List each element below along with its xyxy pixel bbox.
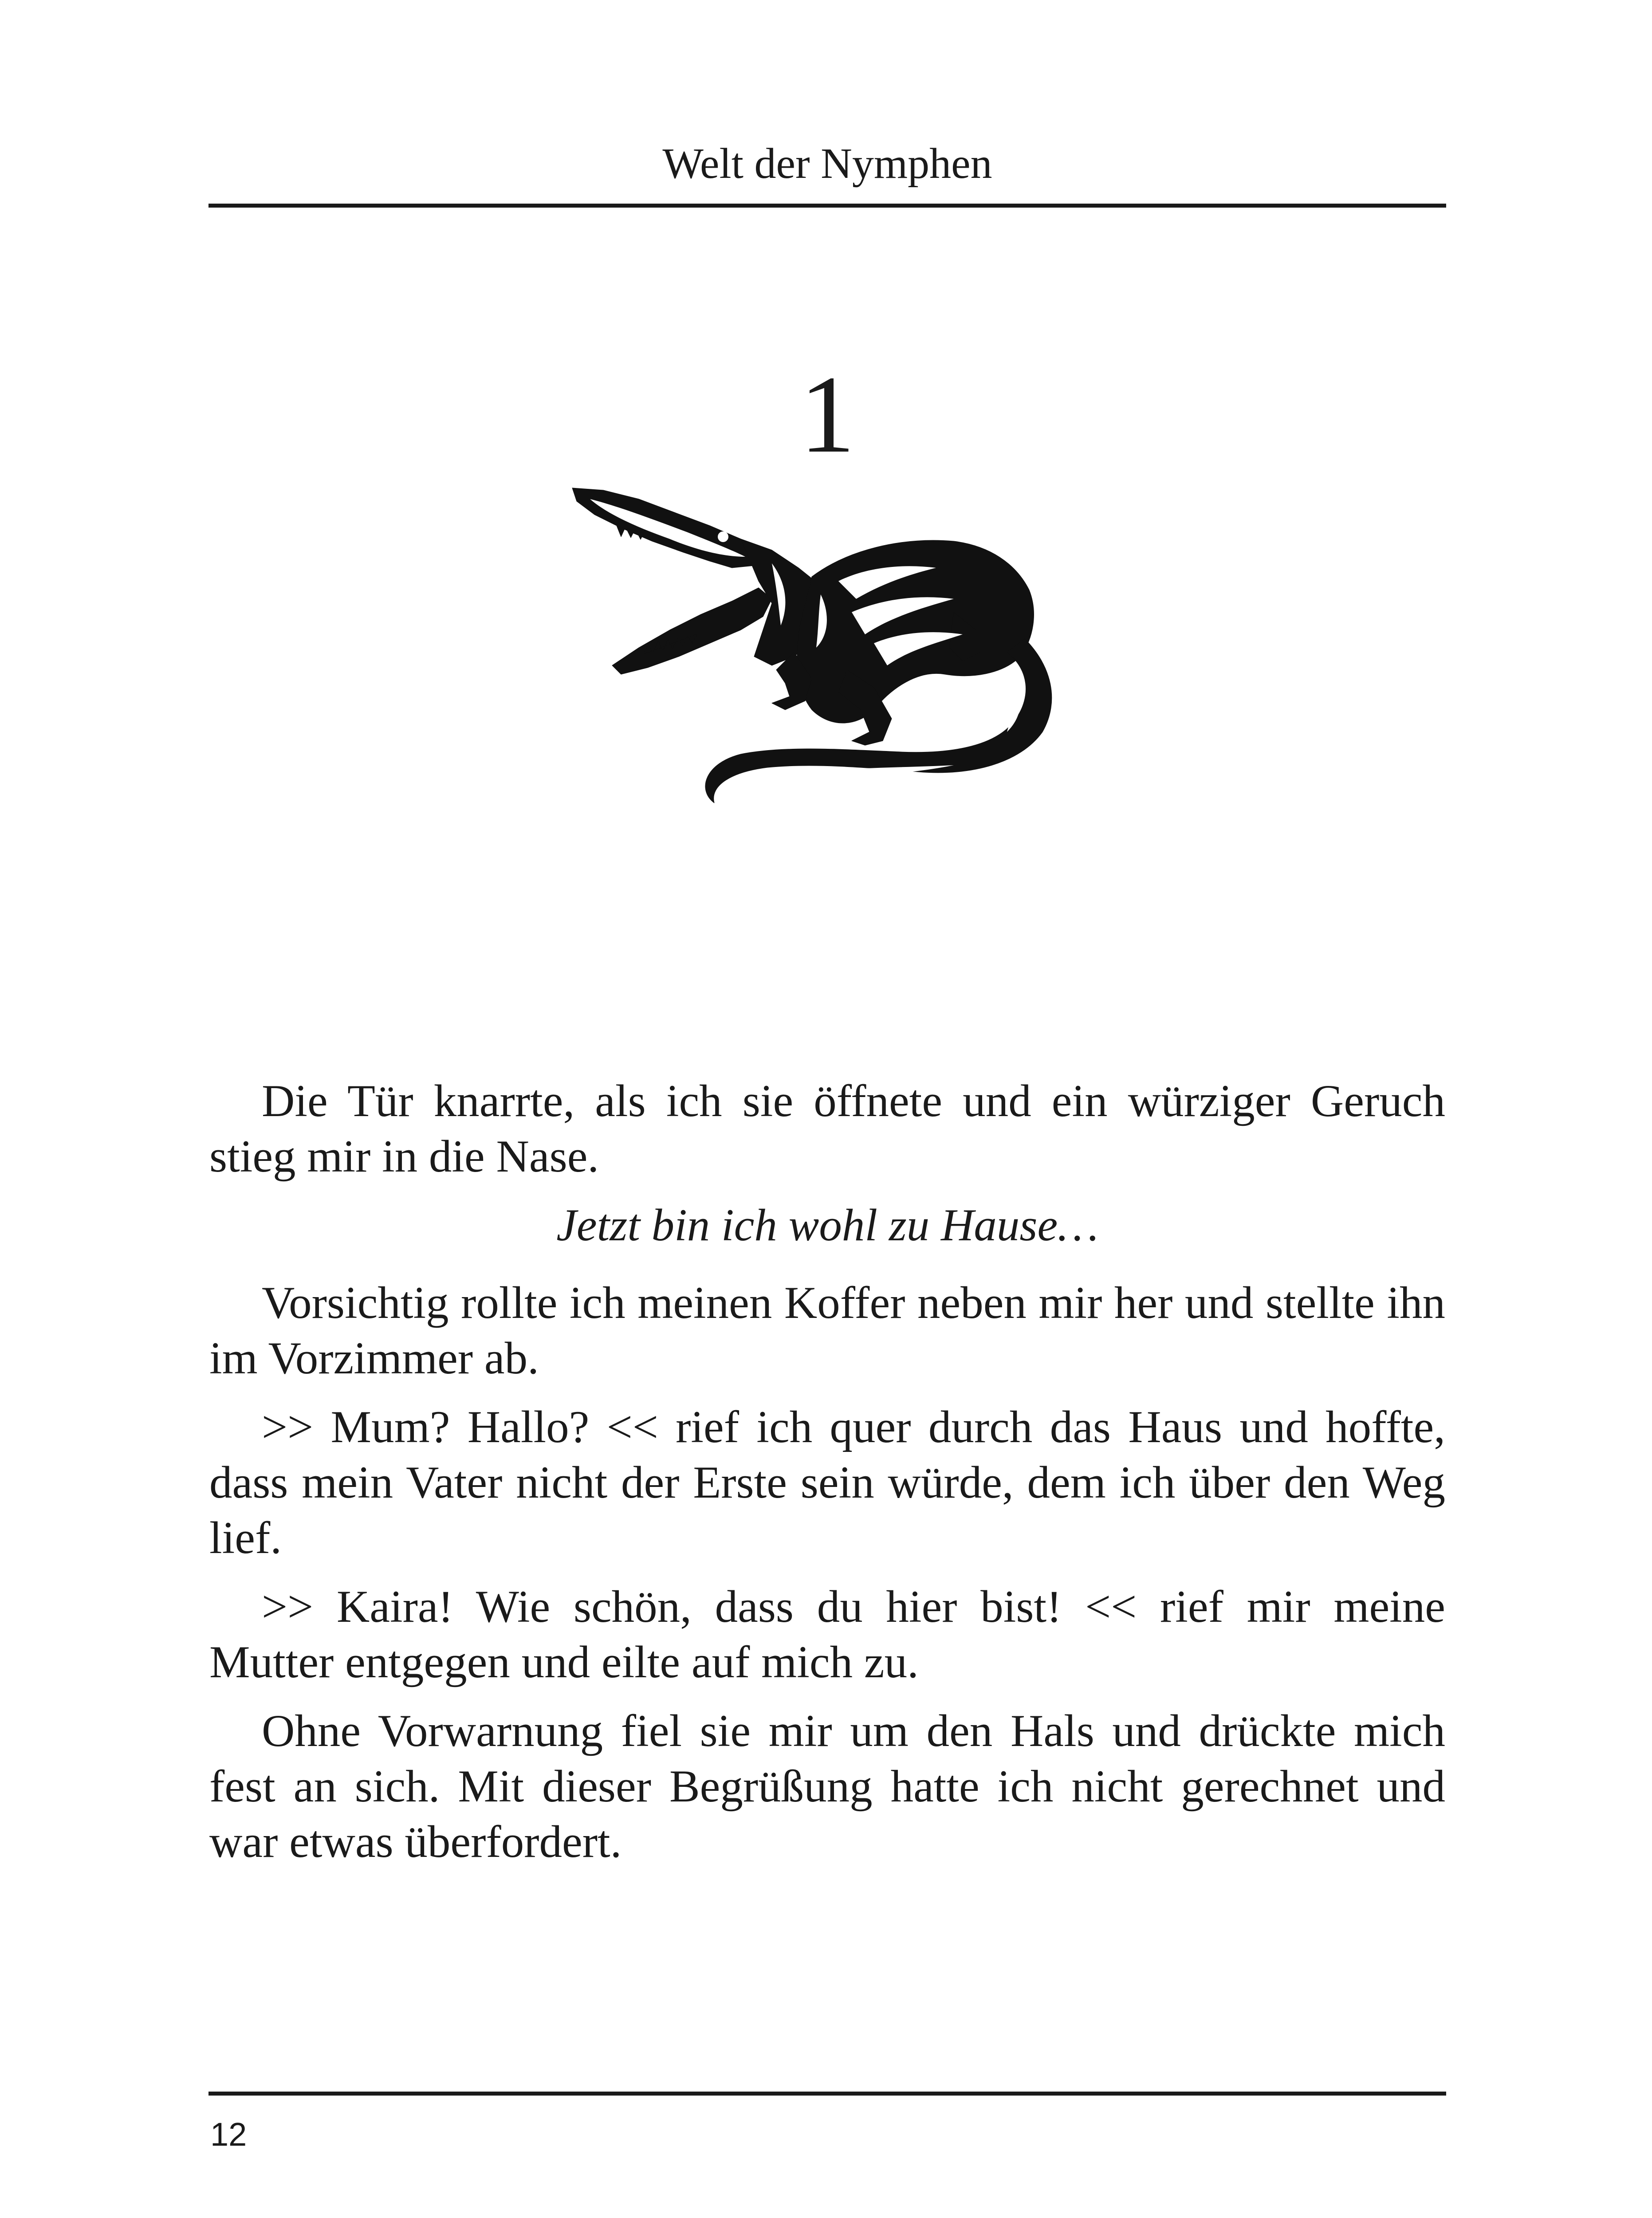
- chapter-number: 1: [799, 353, 855, 476]
- footer-rule: [208, 2092, 1446, 2096]
- paragraph: Vorsichtig rollte ich meinen Koffer neben mir her und stellte ihn im Vorzimmer ab.: [209, 1278, 1445, 1384]
- page-number: 12: [210, 2116, 247, 2153]
- header-rule: [208, 204, 1446, 208]
- paragraph: >> Kaira! Wie schön, dass du hier bist! << rief mir meine Mutter entgegen und eilte auf mich zu.: [209, 1581, 1445, 1687]
- chapter-text: [209, 1074, 1445, 1883]
- paragraph: Die Tür knarrte, als ich sie öffnete und ein würziger Geruch stieg mir in die Nase.: [209, 1076, 1445, 1182]
- running-header: Welt der Nymphen: [662, 140, 992, 188]
- paragraph: >> Mum? Hallo? << rief ich quer durch das Haus und hoffte, dass mein Vater nicht der Erste sein würde, dem ich über den Weg lief.: [209, 1402, 1445, 1563]
- crocodile-icon: [563, 479, 1082, 807]
- paragraph: Ohne Vorwarnung fiel sie mir um den Hals und drückte mich fest an sich. Mit dieser Begrüßung hatte ich nicht gerechnet und war etwas überfordert.: [209, 1706, 1445, 1867]
- inner-thought: Jetzt bin ich wohl zu Hause…: [556, 1200, 1098, 1251]
